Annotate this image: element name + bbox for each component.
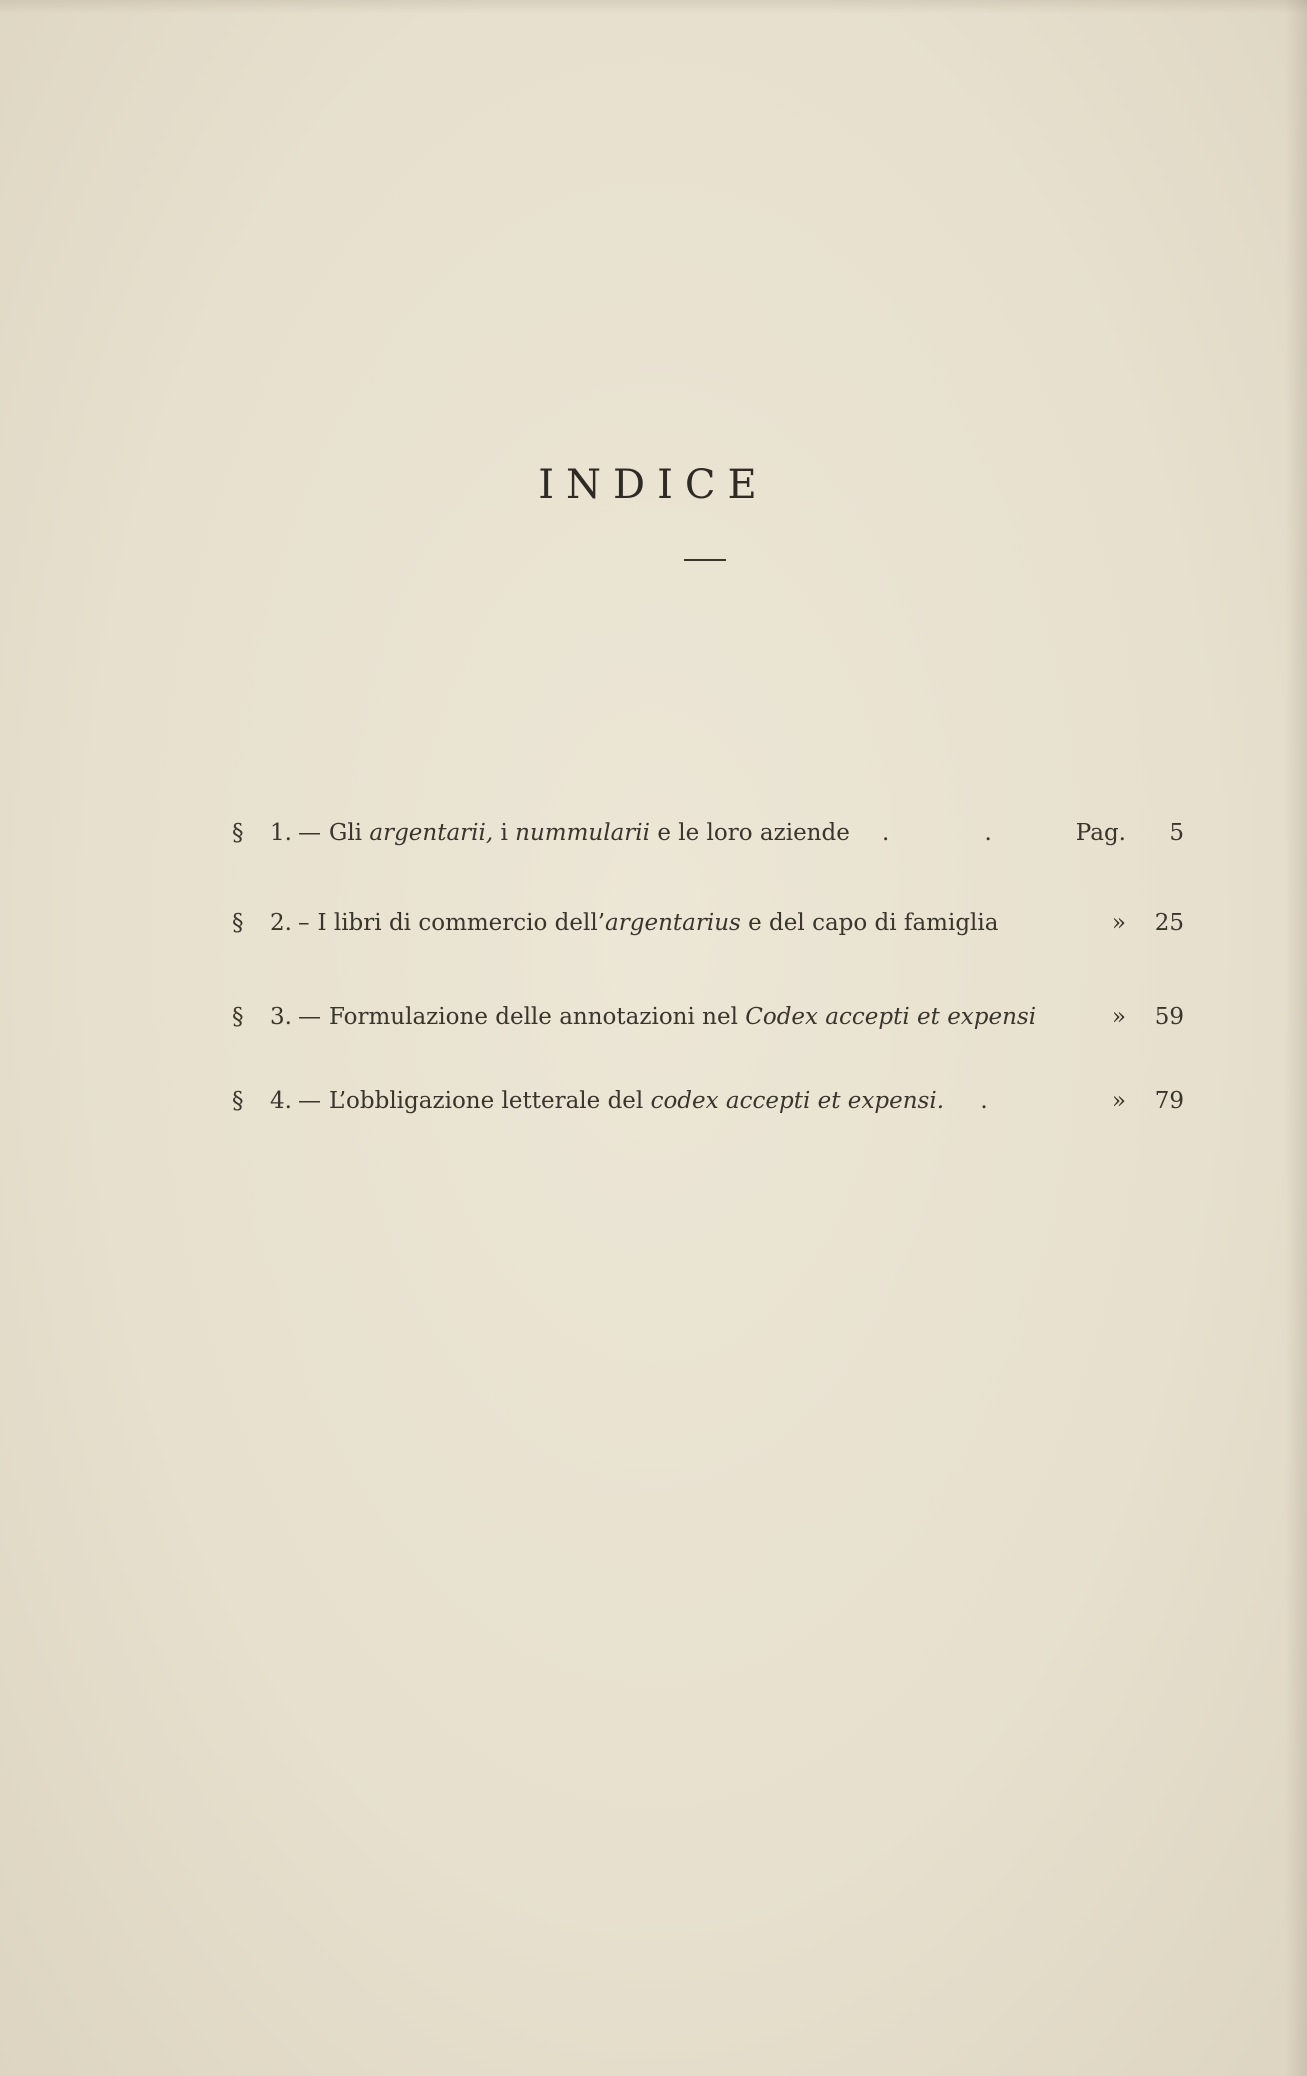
- page-number: 25: [1154, 910, 1184, 936]
- toc-entry-3: [232, 1004, 1184, 1044]
- section-number: 3.: [270, 1004, 292, 1030]
- title-part-italic: argentarii,: [369, 820, 494, 846]
- table-of-contents: [232, 820, 1184, 1120]
- page-prefix: »: [1111, 1004, 1126, 1030]
- section-number: 1.: [270, 820, 292, 846]
- section-number: 2.: [270, 910, 292, 936]
- entry-dash: –: [297, 910, 310, 936]
- title-part-italic: argentarius: [605, 910, 741, 936]
- page-number: 79: [1154, 1088, 1184, 1114]
- entry-title: [329, 820, 850, 846]
- section-sign: §: [232, 1004, 244, 1030]
- entry-dash: —: [297, 820, 321, 846]
- heading-rule: [684, 559, 726, 561]
- title-part: Gli: [328, 820, 370, 846]
- section-number: 4.: [270, 1088, 292, 1114]
- page-prefix: Pag.: [1075, 820, 1126, 846]
- entry-title: [329, 1088, 944, 1114]
- index-heading: INDICE: [538, 462, 769, 508]
- title-part-italic: Codex accepti et expensi: [745, 1004, 1037, 1030]
- page-top-edge: [0, 0, 1307, 14]
- title-part-italic: nummularii: [515, 820, 651, 846]
- dot-leader: . .: [881, 820, 1036, 846]
- entry-title: [317, 910, 998, 936]
- title-part: e le loro aziende: [650, 820, 850, 846]
- title-part: L’obbligazione letterale del: [328, 1088, 651, 1114]
- title-part: Formulazione delle annotazioni nel: [328, 1004, 746, 1030]
- page-number: 5: [1169, 820, 1184, 846]
- dot-leader: .: [980, 1088, 1032, 1114]
- entry-dash: —: [297, 1088, 321, 1114]
- page-prefix: »: [1111, 910, 1126, 936]
- title-part-italic: codex accepti et expensi.: [650, 1088, 945, 1114]
- title-part: e del capo di famiglia: [740, 910, 999, 936]
- entry-title: [329, 1004, 1036, 1030]
- entry-dash: —: [297, 1004, 321, 1030]
- toc-entry-1: [232, 820, 1184, 860]
- title-part: i: [493, 820, 516, 846]
- section-sign: §: [232, 910, 244, 936]
- page-prefix: »: [1111, 1088, 1126, 1114]
- page-right-edge: [1285, 0, 1307, 2076]
- section-sign: §: [232, 820, 244, 846]
- title-part: I libri di commercio dell’: [317, 910, 606, 936]
- page-number: 59: [1154, 1004, 1184, 1030]
- section-sign: §: [232, 1088, 244, 1114]
- toc-entry-2: [232, 910, 1184, 950]
- toc-entry-4: [232, 1088, 1184, 1128]
